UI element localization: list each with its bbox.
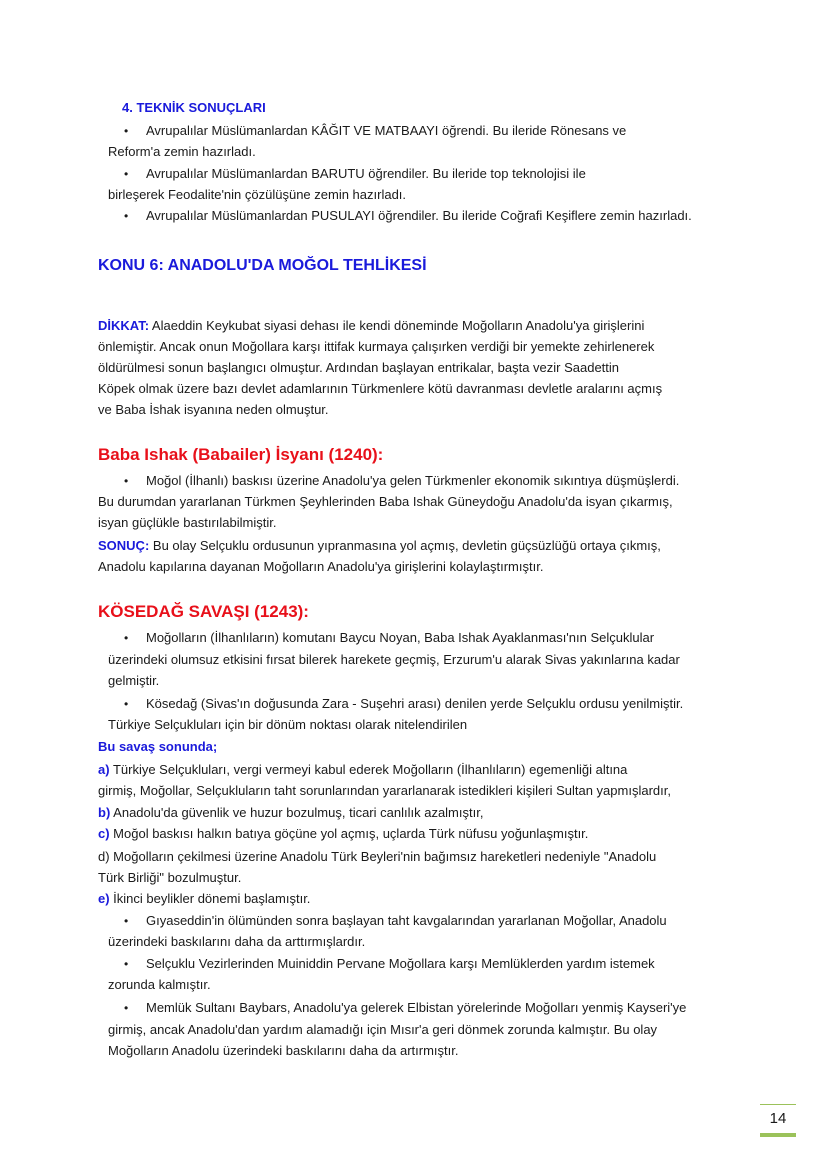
- text: İkinci beylikler dönemi başlamıştır.: [109, 891, 311, 906]
- page-number-rule-bottom: [760, 1133, 796, 1137]
- text-line: Türkiye Selçukluları için bir dönüm noktası olarak nitelendirilen: [108, 717, 468, 732]
- text: Alaeddin Keykubat siyasi dehası ile kendi döneminde Moğolların Anadolu'ya girişlerini: [149, 318, 645, 333]
- text-line: Moğolların (İlhanlıların) komutanı Baycu Noyan, Baba Ishak Ayaklanması'nın Selçuklular: [146, 630, 655, 645]
- page-number: 14: [769, 1110, 787, 1127]
- bullet-icon: •: [124, 957, 129, 971]
- text-line: Anadolu kapılarına dayanan Moğolların Anadolu'ya girişlerini kolaylaştırmıştır.: [98, 559, 544, 574]
- item-b: [98, 805, 483, 821]
- dikkat-label: DİKKAT:: [98, 318, 150, 333]
- text-line: öldürülmesi sonun başlangıcı olmuştur. Ardından başlayan entrikalar, başta vezir Saadettin: [98, 360, 620, 375]
- sonuc-label: SONUÇ:: [98, 538, 150, 553]
- text-line: Avrupalılar Müslümanlardan PUSULAYI öğrendiler. Bu ileride Coğrafi Keşiflere zemin hazırladı.: [146, 208, 692, 223]
- text-line: gelmiştir.: [108, 673, 160, 688]
- text-line: Gıyaseddin'in ölümünden sonra başlayan taht kavgalarından yararlanan Moğollar, Anadolu: [146, 913, 667, 928]
- subheading-sonunda: Bu savaş sonunda;: [98, 739, 218, 754]
- text-line: Bu durumdan yararlanan Türkmen Şeyhlerinden Baba Ishak Güneydoğu Anadolu'da isyan çıkarmış,: [98, 494, 673, 509]
- text-line: girmiş, Moğollar, Selçukluların taht sorunlarından yararlanarak istedikleri kişileri Sultan yapmışlardır,: [98, 783, 671, 798]
- item-label: e): [98, 891, 110, 906]
- sonuc-line: [98, 538, 661, 554]
- bullet-icon: •: [124, 474, 129, 488]
- page-number-rule-top: [760, 1104, 796, 1105]
- topic-heading: KONU 6: ANADOLU'DA MOĞOL TEHLİKESİ: [98, 257, 427, 274]
- bullet-icon: •: [124, 167, 129, 181]
- item-d: d) Moğolların çekilmesi üzerine Anadolu Türk Beyleri'nin bağımsız hareketleri nedeniyle "Anadolu: [98, 849, 657, 864]
- text-line: Türk Birliği" bozulmuştur.: [98, 870, 242, 885]
- text-line: isyan güçlükle bastırılabilmiştir.: [98, 515, 277, 530]
- text-line: Reform'a zemin hazırladı.: [108, 144, 256, 159]
- item-e: [98, 891, 310, 907]
- text-line: Selçuklu Vezirlerinden Muiniddin Pervane Moğollara karşı Memlüklerden yardım istemek: [146, 956, 655, 971]
- bullet-icon: •: [124, 914, 129, 928]
- item-label: c): [98, 826, 110, 841]
- text-line: önlemiştir. Ancak onun Moğollara karşı ittifak kurmaya çalışırken verdiği bir yemekte zehirlenerek: [98, 339, 655, 354]
- text-line: Avrupalılar Müslümanlardan BARUTU öğrendiler. Bu ileride top teknolojisi ile: [146, 166, 586, 181]
- section-heading-kosedag: KÖSEDAĞ SAVAŞI (1243):: [98, 602, 309, 621]
- text-line: Kösedağ (Sivas'ın doğusunda Zara - Suşehri arası) denilen yerde Selçuklu ordusu yenilmiştir.: [146, 696, 684, 711]
- text-line: ve Baba İshak isyanına neden olmuştur.: [98, 402, 329, 417]
- item-label: b): [98, 805, 111, 820]
- bullet-icon: •: [124, 697, 129, 711]
- text-line: Avrupalılar Müslümanlardan KÂĞIT VE MATBAAYI öğrendi. Bu ileride Rönesans ve: [146, 123, 627, 138]
- text: Bu olay Selçuklu ordusunun yıpranmasına yol açmış, devletin güçsüzlüğü ortaya çıkmış,: [149, 538, 661, 553]
- text: Moğol baskısı halkın batıya göçüne yol açmış, uçlarda Türk nüfusu yoğunlaşmıştır.: [109, 826, 589, 841]
- section-heading-teknik: 4. TEKNİK SONUÇLARI: [122, 100, 266, 115]
- bullet-icon: •: [124, 124, 129, 138]
- bullet-icon: •: [124, 209, 129, 223]
- bullet-icon: •: [124, 1001, 129, 1015]
- dikkat-line: [98, 318, 644, 334]
- text: Türkiye Selçukluları, vergi vermeyi kabul ederek Moğolların (İlhanlıların) egemenliği altına: [109, 762, 628, 777]
- section-heading-babaishak: Baba Ishak (Babailer) İsyanı (1240):: [98, 445, 384, 464]
- text-line: Memlük Sultanı Baybars, Anadolu'ya gelerek Elbistan yörelerinde Moğolları yenmiş Kayseri'ye: [146, 1000, 687, 1015]
- text-line: üzerindeki baskılarını daha da arttırmışlardır.: [108, 934, 366, 949]
- bullet-icon: •: [124, 631, 129, 645]
- text: Anadolu'da güvenlik ve huzur bozulmuş, ticari canlılık azalmıştır,: [110, 805, 484, 820]
- text-line: Moğol (İlhanlı) baskısı üzerine Anadolu'ya gelen Türkmenler ekonomik sıkıntıya düşmüşlerdi.: [146, 473, 680, 488]
- text-line: üzerindeki olumsuz etkisini fırsat bilerek harekete geçmiş, Erzurum'u alarak Sivas yakınlarına kadar: [108, 652, 680, 667]
- text-line: zorunda kalmıştır.: [108, 977, 211, 992]
- text-line: birleşerek Feodalite'nin çözülüşüne zemin hazırladı.: [108, 187, 407, 202]
- item-a: [98, 762, 627, 778]
- text-line: Köpek olmak üzere bazı devlet adamlarının Türkmenlere kötü davranması devletle aralarını açmış: [98, 381, 663, 396]
- text-line: girmiş, ancak Anadolu'dan yardım alamadığı için Mısır'a geri dönmek zorunda kalmıştır. Bu olay: [108, 1022, 658, 1037]
- item-label: a): [98, 762, 110, 777]
- item-c: [98, 826, 588, 842]
- text-line: Moğolların Anadolu üzerindeki baskılarını daha da artırmıştır.: [108, 1043, 459, 1058]
